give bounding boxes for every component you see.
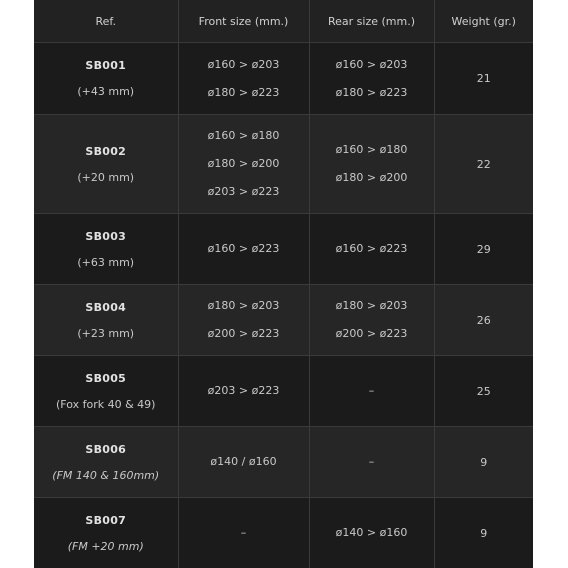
ref-cell	[34, 43, 178, 115]
front-size-cell	[178, 285, 309, 356]
weight-value: 25	[434, 356, 533, 427]
front-size-value: ø160 > ø223	[207, 242, 280, 255]
table-row	[34, 356, 533, 427]
rear-size-value: ø140 > ø160	[335, 526, 408, 539]
front-size-cell	[178, 498, 309, 568]
ref-code: SB004	[85, 300, 127, 314]
rear-size-value: –	[368, 384, 375, 397]
weight-value: 22	[434, 115, 533, 214]
ref-cell	[34, 115, 178, 214]
ref-cell	[34, 285, 178, 356]
table-row	[34, 498, 533, 568]
header-rear-size: Rear size (mm.)	[309, 0, 434, 43]
ref-note: (Fox fork 40 & 49)	[56, 397, 156, 411]
ref-cell	[34, 356, 178, 427]
ref-note: (+63 mm)	[77, 255, 135, 269]
spec-table	[34, 0, 533, 568]
front-size-cell	[178, 115, 309, 214]
ref-note: (FM +20 mm)	[67, 539, 144, 553]
front-size-value: ø160 > ø203	[207, 57, 280, 71]
rear-size-value: ø160 > ø203	[335, 57, 408, 71]
rear-size-value: ø180 > ø203	[335, 299, 408, 312]
front-size-value: ø180 > ø223	[207, 85, 280, 99]
rear-size-cell	[309, 356, 434, 427]
rear-size-value: ø160 > ø180	[335, 143, 408, 156]
table-row	[34, 115, 533, 214]
front-size-value: ø180 > ø200	[207, 157, 280, 170]
ref-note: (+43 mm)	[77, 85, 135, 98]
weight-value: 9	[434, 498, 533, 568]
ref-cell	[34, 214, 178, 285]
rear-size-cell	[309, 115, 434, 214]
weight-value: 29	[434, 214, 533, 285]
ref-code: SB006	[85, 442, 127, 456]
rear-size-value: ø160 > ø223	[335, 242, 408, 255]
front-size-cell	[178, 214, 309, 285]
header-weight: Weight (gr.)	[434, 0, 533, 43]
header-front-size: Front size (mm.)	[178, 0, 309, 43]
rear-size-cell	[309, 498, 434, 568]
front-size-value: ø203 > ø223	[207, 384, 280, 397]
ref-code: SB005	[85, 371, 127, 385]
table-row	[34, 427, 533, 498]
front-size-value: ø140 / ø160	[210, 455, 277, 468]
rear-size-cell	[309, 285, 434, 356]
ref-note: (+20 mm)	[77, 170, 135, 184]
rear-size-value: ø200 > ø223	[335, 327, 408, 340]
spec-table-container	[34, 0, 533, 568]
table-header-row	[34, 0, 533, 43]
weight-value: 21	[434, 43, 533, 115]
ref-note: (+23 mm)	[77, 326, 135, 340]
weight-value: 9	[434, 427, 533, 498]
rear-size-cell	[309, 427, 434, 498]
table-row	[34, 214, 533, 285]
front-size-value: ø160 > ø180	[207, 129, 280, 142]
front-size-value: ø180 > ø203	[207, 299, 280, 312]
ref-code: SB002	[85, 144, 127, 158]
front-size-cell	[178, 356, 309, 427]
weight-value: 26	[434, 285, 533, 356]
front-size-value: ø203 > ø223	[207, 185, 280, 198]
rear-size-value: –	[368, 455, 375, 468]
rear-size-value: ø180 > ø200	[335, 171, 408, 184]
ref-cell	[34, 498, 178, 568]
ref-code: SB003	[85, 229, 127, 243]
front-size-value: ø200 > ø223	[207, 327, 280, 340]
table-row	[34, 285, 533, 356]
front-size-cell	[178, 43, 309, 115]
ref-note: (FM 140 & 160mm)	[52, 468, 160, 482]
rear-size-value: ø180 > ø223	[335, 85, 408, 99]
front-size-value: –	[240, 526, 247, 539]
front-size-cell	[178, 427, 309, 498]
header-ref: Ref.	[34, 0, 178, 43]
ref-code: SB007	[85, 513, 127, 527]
table-row	[34, 43, 533, 115]
rear-size-cell	[309, 43, 434, 115]
ref-code: SB001	[85, 59, 127, 72]
rear-size-cell	[309, 214, 434, 285]
ref-cell	[34, 427, 178, 498]
